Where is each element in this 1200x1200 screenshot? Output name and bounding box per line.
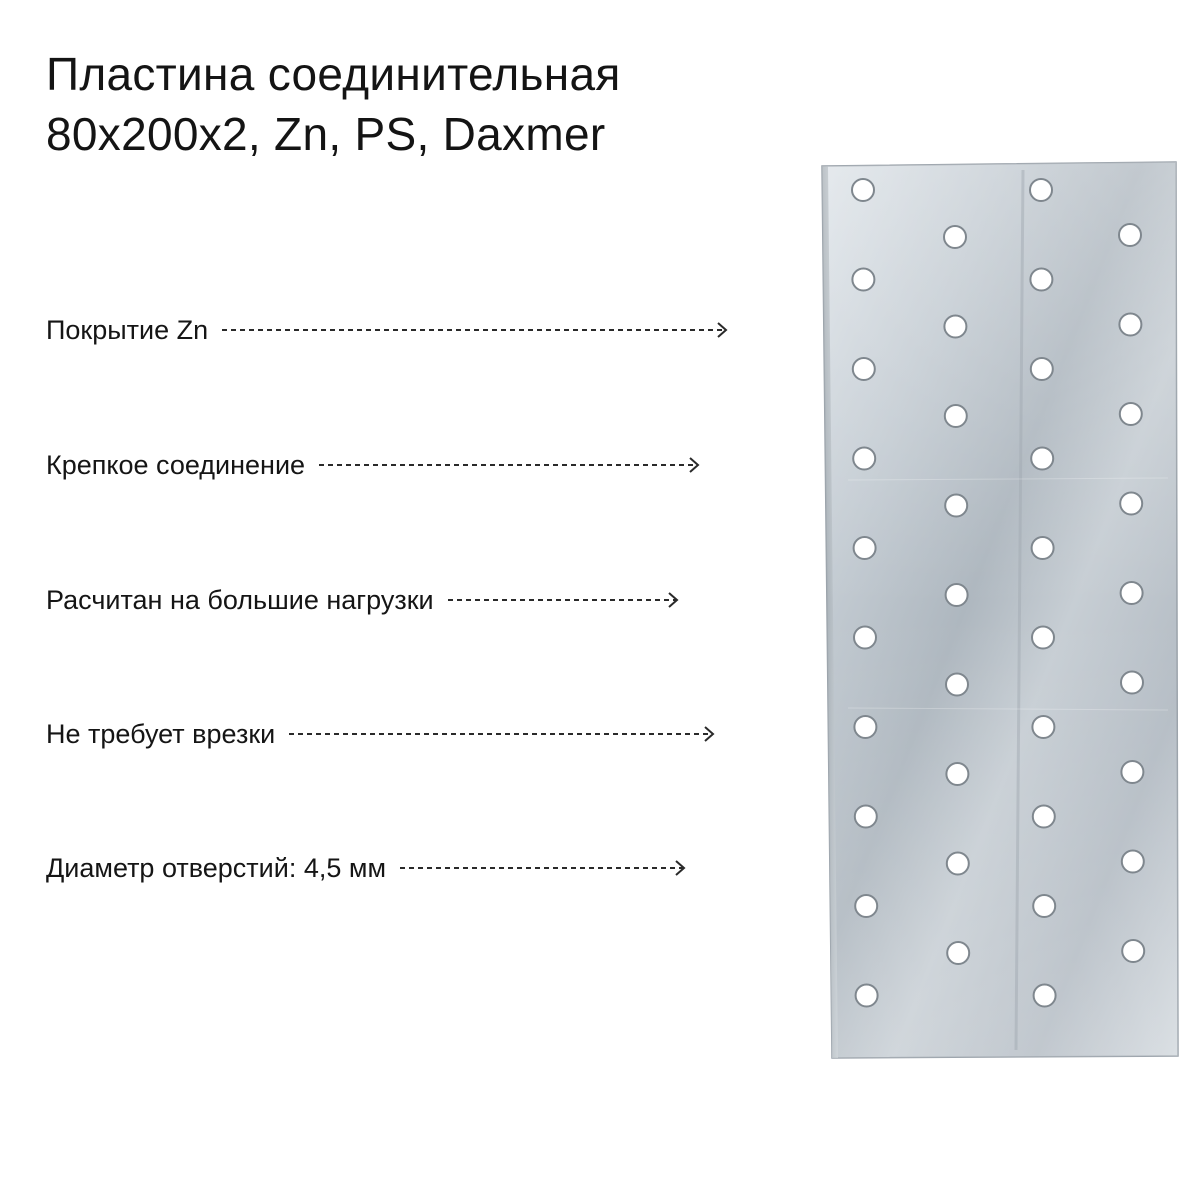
plate-hole <box>1122 940 1144 962</box>
plate-hole <box>1033 895 1055 917</box>
feature-high-load <box>46 580 683 620</box>
plate-hole <box>854 716 876 738</box>
plate-hole <box>1121 761 1143 783</box>
plate-hole <box>1030 179 1052 201</box>
product-title <box>46 44 621 164</box>
plate-hole <box>945 495 967 517</box>
perforated-metal-plate-icon <box>818 160 1180 1060</box>
plate-hole <box>947 853 969 875</box>
product-title-line-2: 80x200x2, Zn, PS, Daxmer <box>46 108 606 160</box>
feature-label: Расчитан на большие нагрузки <box>46 584 434 615</box>
plate-hole <box>854 537 876 559</box>
plate-hole <box>1033 806 1055 828</box>
feature-label: Крепкое соединение <box>46 449 306 480</box>
feature-strong-joint <box>46 445 704 485</box>
plate-hole <box>852 179 874 201</box>
plate-hole <box>946 584 968 606</box>
feature-no-cutting <box>46 714 719 754</box>
feature-hole-diameter <box>46 848 690 888</box>
plate-hole <box>946 674 968 696</box>
feature-label: Диаметр отверстий: 4,5 мм <box>46 852 387 883</box>
plate-hole <box>1122 851 1144 873</box>
plate-hole <box>944 316 966 338</box>
plate-hole <box>855 895 877 917</box>
plate-hole <box>1032 716 1054 738</box>
plate-hole <box>1032 537 1054 559</box>
plate-hole <box>945 405 967 427</box>
plate-hole <box>853 358 875 380</box>
plate-hole <box>1119 314 1141 336</box>
product-title-line-1: Пластина соединительная <box>46 48 621 100</box>
plate-hole <box>854 627 876 649</box>
plate-hole <box>855 806 877 828</box>
plate-hole <box>1034 985 1056 1007</box>
dashed-arrow-icon <box>319 455 704 475</box>
plate-hole <box>852 269 874 291</box>
plate-hole <box>947 942 969 964</box>
feature-coating <box>46 310 732 350</box>
plate-hole <box>1120 493 1142 515</box>
dashed-arrow-icon <box>400 858 690 878</box>
plate-hole <box>1120 403 1142 425</box>
feature-label: Покрытие Zn <box>46 314 209 345</box>
plate-hole <box>856 985 878 1007</box>
dashed-arrow-icon <box>289 724 719 744</box>
plate-hole <box>1030 269 1052 291</box>
dashed-arrow-icon <box>448 590 683 610</box>
plate-hole <box>1031 448 1053 470</box>
feature-label: Не требует врезки <box>46 718 276 749</box>
plate-hole <box>853 448 875 470</box>
plate-hole <box>1121 582 1143 604</box>
plate-hole <box>946 763 968 785</box>
plate-hole <box>1121 672 1143 694</box>
plate-hole <box>1031 358 1053 380</box>
plate-hole <box>1119 224 1141 246</box>
plate-hole <box>944 226 966 248</box>
plate-hole <box>1032 627 1054 649</box>
dashed-arrow-icon <box>222 320 732 340</box>
